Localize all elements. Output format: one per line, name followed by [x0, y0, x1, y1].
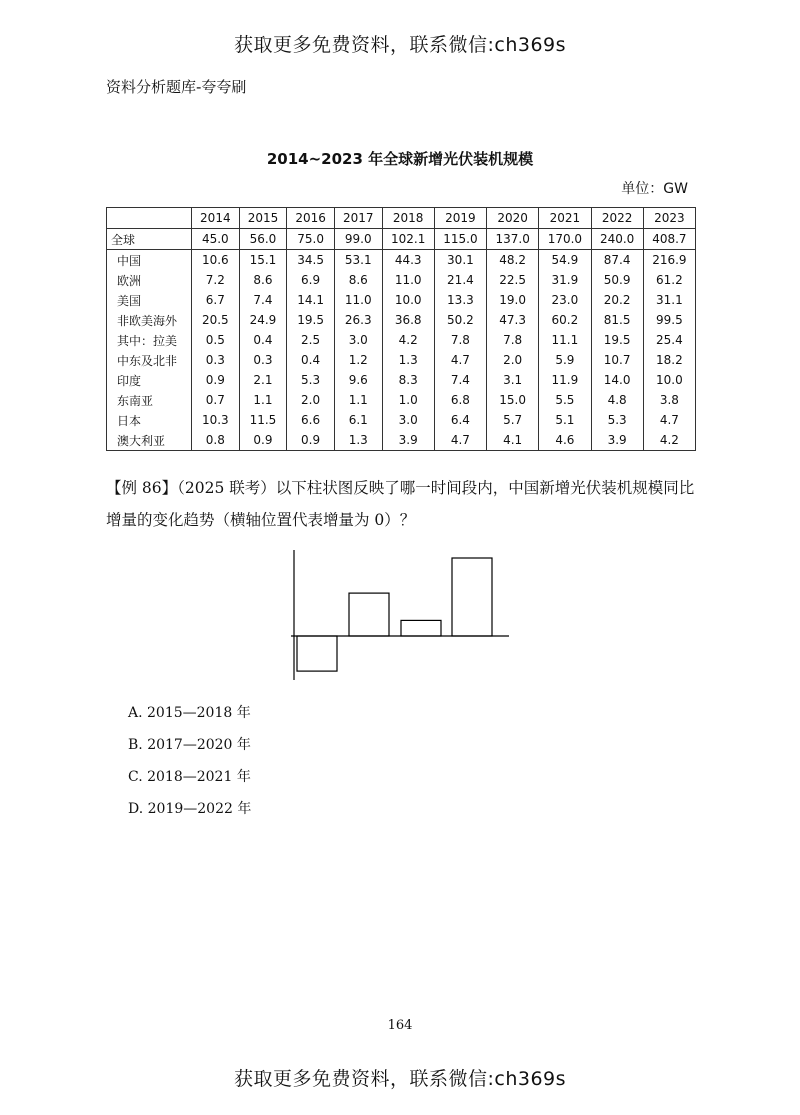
table-cell: 1.3 [382, 350, 434, 370]
table-cell: 137.0 [487, 229, 539, 250]
table-cell: 4.7 [434, 430, 486, 451]
table-cell: 99.5 [643, 310, 695, 330]
table-cell: 216.9 [643, 250, 695, 271]
table-cell: 6.9 [287, 270, 335, 290]
table-cell: 10.3 [192, 410, 240, 430]
year-header: 2021 [539, 208, 591, 229]
table-cell: 7.2 [192, 270, 240, 290]
table-cell: 2.1 [239, 370, 287, 390]
table-cell: 31.9 [539, 270, 591, 290]
table-cell: 4.1 [487, 430, 539, 451]
table-cell: 115.0 [434, 229, 486, 250]
table-cell: 25.4 [643, 330, 695, 350]
year-header: 2020 [487, 208, 539, 229]
table-cell: 15.1 [239, 250, 287, 271]
table-cell: 10.0 [382, 290, 434, 310]
option-c[interactable]: C. 2018—2021 年 [128, 769, 251, 785]
table-cell: 19.0 [487, 290, 539, 310]
row-label: 东南亚 [107, 390, 192, 410]
table-cell: 0.5 [192, 330, 240, 350]
table-cell: 0.4 [287, 350, 335, 370]
table-cell: 4.7 [643, 410, 695, 430]
data-table [106, 207, 696, 451]
table-cell: 4.2 [643, 430, 695, 451]
chart-bar [349, 593, 389, 636]
table-cell: 15.0 [487, 390, 539, 410]
table-cell: 8.6 [239, 270, 287, 290]
table-row [107, 270, 696, 290]
table-cell: 8.6 [334, 270, 382, 290]
table-cell: 102.1 [382, 229, 434, 250]
table-row [107, 410, 696, 430]
year-header: 2017 [334, 208, 382, 229]
table-cell: 50.9 [591, 270, 643, 290]
table-cell: 47.3 [487, 310, 539, 330]
table-cell: 87.4 [591, 250, 643, 271]
table-cell: 4.2 [382, 330, 434, 350]
table-cell: 31.1 [643, 290, 695, 310]
table-cell: 7.8 [487, 330, 539, 350]
row-label: 美国 [107, 290, 192, 310]
table-title: 2014~2023 年全球新增光伏装机规模 [266, 150, 534, 168]
table-cell: 3.1 [487, 370, 539, 390]
table-cell: 6.4 [434, 410, 486, 430]
year-header: 2019 [434, 208, 486, 229]
table-cell: 0.7 [192, 390, 240, 410]
table-row-global [107, 229, 696, 250]
row-label: 非欧美海外 [107, 310, 192, 330]
row-label: 印度 [107, 370, 192, 390]
table-cell: 11.1 [539, 330, 591, 350]
table-cell: 3.0 [334, 330, 382, 350]
table-cell: 2.0 [287, 390, 335, 410]
table-cell: 56.0 [239, 229, 287, 250]
table-row [107, 430, 696, 451]
page-number: 164 [387, 1018, 413, 1033]
row-label: 欧洲 [107, 270, 192, 290]
table-cell: 5.1 [539, 410, 591, 430]
option-b[interactable]: B. 2017—2020 年 [128, 737, 251, 753]
year-header: 2023 [643, 208, 695, 229]
table-cell: 1.1 [334, 390, 382, 410]
table-cell: 3.9 [591, 430, 643, 451]
chart-bar [297, 636, 337, 671]
table-cell: 2.5 [287, 330, 335, 350]
row-label: 其中：拉美 [107, 330, 192, 350]
table-cell: 2.0 [487, 350, 539, 370]
table-cell: 11.9 [539, 370, 591, 390]
table-cell: 53.1 [334, 250, 382, 271]
table-cell: 408.7 [643, 229, 695, 250]
table-cell: 170.0 [539, 229, 591, 250]
table-cell: 0.4 [239, 330, 287, 350]
table-cell: 14.0 [591, 370, 643, 390]
table-cell: 4.6 [539, 430, 591, 451]
year-header: 2018 [382, 208, 434, 229]
table-row [107, 310, 696, 330]
table-cell: 36.8 [382, 310, 434, 330]
table-cell: 7.8 [434, 330, 486, 350]
year-header: 2022 [591, 208, 643, 229]
row-label: 澳大利亚 [107, 430, 192, 451]
table-cell: 1.1 [239, 390, 287, 410]
chart-bar [401, 620, 441, 636]
table-cell: 6.1 [334, 410, 382, 430]
year-header: 2015 [239, 208, 287, 229]
year-header: 2014 [192, 208, 240, 229]
table-cell: 4.8 [591, 390, 643, 410]
table-cell: 14.1 [287, 290, 335, 310]
table-cell: 21.4 [434, 270, 486, 290]
table-row [107, 390, 696, 410]
table-cell: 3.9 [382, 430, 434, 451]
table-cell: 20.5 [192, 310, 240, 330]
table-body [107, 229, 696, 451]
table-row [107, 250, 696, 271]
option-a[interactable]: A. 2015—2018 年 [128, 705, 251, 721]
table-cell: 0.9 [239, 430, 287, 451]
table-cell: 5.3 [591, 410, 643, 430]
table-cell: 99.0 [334, 229, 382, 250]
table-cell: 10.0 [643, 370, 695, 390]
watermark-top: 获取更多免费资料，联系微信:ch369s [233, 34, 567, 56]
table-cell: 4.7 [434, 350, 486, 370]
table-cell: 13.3 [434, 290, 486, 310]
table-row [107, 370, 696, 390]
table-cell: 5.7 [487, 410, 539, 430]
table-cell: 1.3 [334, 430, 382, 451]
row-label: 日本 [107, 410, 192, 430]
table-cell: 45.0 [192, 229, 240, 250]
table-cell: 10.6 [192, 250, 240, 271]
table-cell: 9.6 [334, 370, 382, 390]
table-cell: 61.2 [643, 270, 695, 290]
table-cell: 6.6 [287, 410, 335, 430]
table-unit: 单位：GW [621, 181, 688, 197]
table-cell: 3.8 [643, 390, 695, 410]
bar-chart [285, 542, 525, 687]
table-cell: 0.9 [287, 430, 335, 451]
table-cell: 48.2 [487, 250, 539, 271]
table-cell: 0.3 [192, 350, 240, 370]
table-cell: 81.5 [591, 310, 643, 330]
table-cell: 1.0 [382, 390, 434, 410]
table-cell: 0.8 [192, 430, 240, 451]
table-cell: 60.2 [539, 310, 591, 330]
year-header: 2016 [287, 208, 335, 229]
table-row [107, 350, 696, 370]
option-d[interactable]: D. 2019—2022 年 [128, 801, 252, 817]
table-cell: 19.5 [591, 330, 643, 350]
table-cell: 23.0 [539, 290, 591, 310]
table-cell: 20.2 [591, 290, 643, 310]
question-text: 【例 86】（2025 联考）以下柱状图反映了哪一时间段内，中国新增光伏装机规模同比增量的变化趋势（横轴位置代表增量为 0）？ [106, 479, 695, 529]
table-cell: 11.0 [334, 290, 382, 310]
table-cell: 0.9 [192, 370, 240, 390]
table-row [107, 290, 696, 310]
table-cell: 240.0 [591, 229, 643, 250]
table-cell: 11.5 [239, 410, 287, 430]
table-header-row [107, 208, 696, 229]
chart-bar [452, 558, 492, 636]
table-cell: 11.0 [382, 270, 434, 290]
table-cell: 0.3 [239, 350, 287, 370]
table-cell: 54.9 [539, 250, 591, 271]
watermark-bottom: 获取更多免费资料，联系微信:ch369s [233, 1068, 567, 1090]
table-cell: 5.9 [539, 350, 591, 370]
table-cell: 5.5 [539, 390, 591, 410]
table-cell: 19.5 [287, 310, 335, 330]
table-cell: 5.3 [287, 370, 335, 390]
table-cell: 8.3 [382, 370, 434, 390]
page-header: 资料分析题库-夸夸刷 [106, 78, 247, 96]
table-cell: 34.5 [287, 250, 335, 271]
table-cell: 30.1 [434, 250, 486, 271]
table-cell: 22.5 [487, 270, 539, 290]
table-cell: 6.8 [434, 390, 486, 410]
table-cell: 75.0 [287, 229, 335, 250]
table-cell: 26.3 [334, 310, 382, 330]
table-cell: 18.2 [643, 350, 695, 370]
table-corner-cell [107, 208, 192, 229]
table-cell: 3.0 [382, 410, 434, 430]
table-cell: 44.3 [382, 250, 434, 271]
table-cell: 50.2 [434, 310, 486, 330]
table-cell: 6.7 [192, 290, 240, 310]
table-cell: 1.2 [334, 350, 382, 370]
table-row [107, 330, 696, 350]
table-cell: 7.4 [434, 370, 486, 390]
table-cell: 24.9 [239, 310, 287, 330]
row-label: 中东及北非 [107, 350, 192, 370]
table-cell: 7.4 [239, 290, 287, 310]
row-label: 中国 [107, 250, 192, 271]
table-cell: 10.7 [591, 350, 643, 370]
row-label: 全球 [107, 229, 192, 250]
